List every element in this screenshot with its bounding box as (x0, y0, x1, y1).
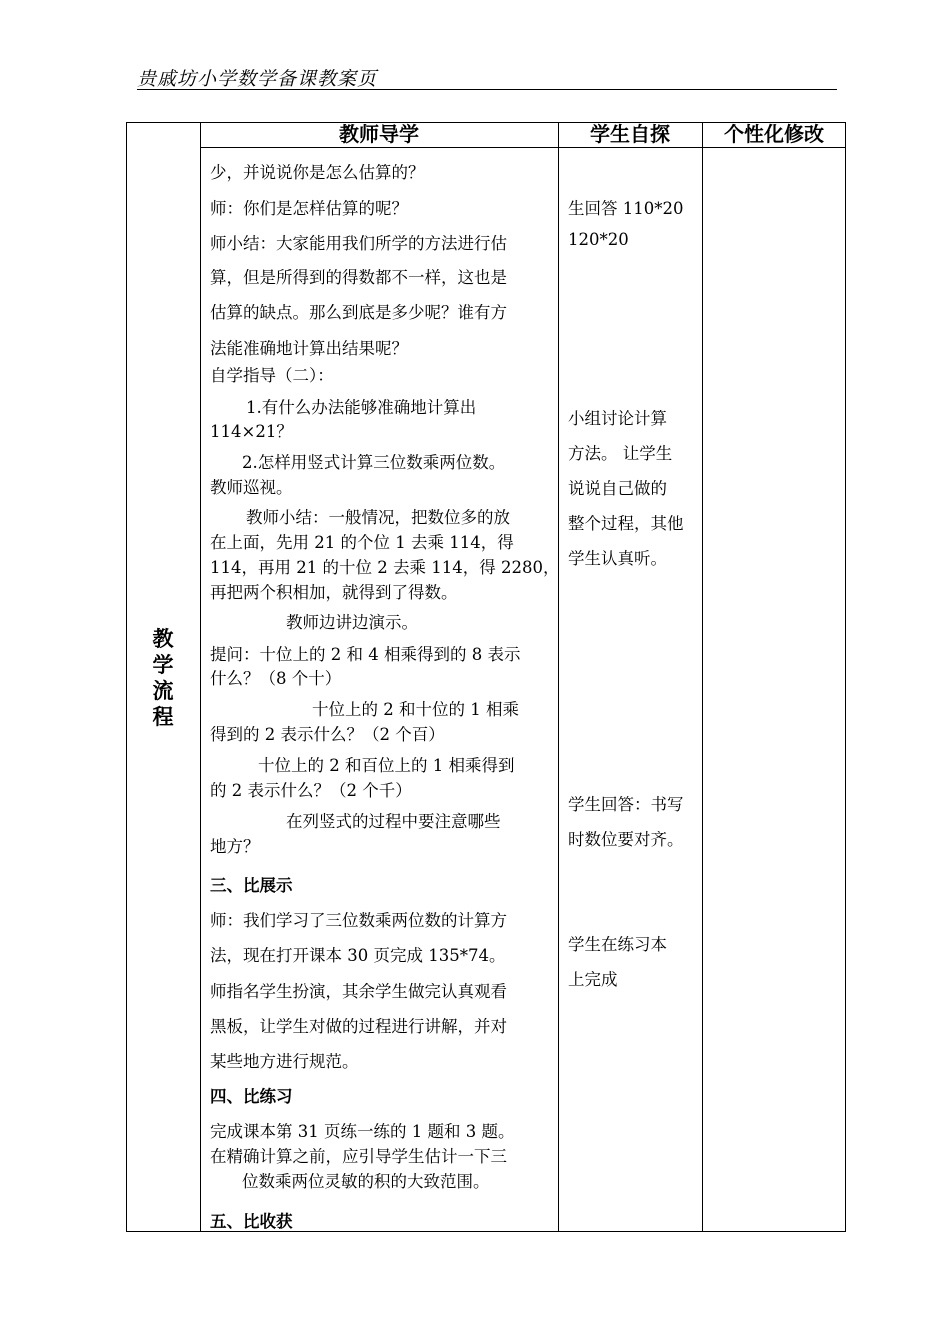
teacher-line: 地方？ (210, 837, 260, 856)
section-heading: 四、比练习 (210, 1087, 293, 1106)
teacher-line: 法能准确地计算出结果呢？ (210, 339, 408, 358)
column-divider (702, 122, 703, 1232)
teacher-line: 法，现在打开课本 30 页完成 135*74。 (210, 946, 506, 965)
teacher-line: 再把两个积相加，就得到了得数。 (210, 583, 458, 602)
teacher-line: 某些地方进行规范。 (210, 1052, 359, 1071)
column-header-personalized: 个性化修改 (724, 122, 824, 146)
page-header-title: 贵戚坊小学数学备课教案页 (137, 68, 378, 90)
student-line: 学生回答：书写 (568, 795, 684, 814)
header-underline (137, 89, 837, 90)
row-label-char: 流 (152, 679, 174, 703)
row-label-char: 学 (152, 653, 174, 677)
student-line: 学生认真听。 (568, 549, 667, 568)
teacher-line: 在上面，先用 21 的个位 1 去乘 114，得 (210, 533, 514, 552)
student-line: 生回答 110*20 (568, 199, 684, 218)
section-heading: 五、比收获 (210, 1212, 293, 1231)
column-divider (558, 122, 559, 1232)
student-line: 上完成 (568, 970, 618, 989)
teacher-line: 1.有什么办法能够准确地计算出 (246, 398, 477, 417)
teacher-line: 位数乘两位灵敏的积的大致范围。 (242, 1172, 490, 1191)
row-label-char: 教 (152, 627, 174, 651)
teacher-line: 少，并说说你是怎么估算的？ (210, 163, 425, 182)
row-label-teaching-process (148, 626, 178, 730)
student-line: 方法。 让学生 (568, 444, 673, 463)
teacher-line: 的 2 表示什么？（2 个千） (210, 781, 412, 800)
teacher-line: 教师小结：一般情况，把数位多的放 (246, 508, 510, 527)
teacher-line: 十位上的 2 和十位的 1 相乘 (312, 700, 519, 719)
header-row-divider (200, 147, 846, 148)
student-line: 时数位要对齐。 (568, 830, 684, 849)
teacher-line: 2.怎样用竖式计算三位数乘两位数。 (242, 453, 506, 472)
section-heading: 三、比展示 (210, 876, 293, 895)
row-label-char: 程 (152, 705, 174, 729)
teacher-line: 算，但是所得到的得数都不一样，这也是 (210, 268, 507, 287)
teacher-line: 什么？（8 个十） (210, 669, 342, 688)
teacher-line: 黑板，让学生对做的过程进行讲解，并对 (210, 1017, 507, 1036)
teacher-line: 自学指导（二）： (210, 366, 334, 385)
student-line: 120*20 (568, 230, 629, 249)
teacher-line: 师：你们是怎样估算的呢？ (210, 199, 408, 218)
student-line: 整个过程，其他 (568, 514, 684, 533)
teacher-line: 114×21？ (210, 422, 293, 441)
teacher-line: 在精确计算之前，应引导学生估计一下三 (210, 1147, 507, 1166)
teacher-line: 估算的缺点。那么到底是多少呢？谁有方 (210, 303, 507, 322)
teacher-line: 114，再用 21 的十位 2 去乘 114，得 2280， (210, 558, 560, 577)
student-line: 学生在练习本 (568, 935, 667, 954)
column-header-student: 学生自探 (590, 122, 670, 146)
teacher-line: 十位上的 2 和百位上的 1 相乘得到 (258, 756, 515, 775)
teacher-line: 在列竖式的过程中要注意哪些 (286, 812, 501, 831)
teacher-line: 教师边讲边演示。 (286, 613, 418, 632)
teacher-line: 完成课本第 31 页练一练的 1 题和 3 题。 (210, 1122, 515, 1141)
teacher-line: 教师巡视。 (210, 478, 293, 497)
student-line: 小组讨论计算 (568, 409, 667, 428)
student-line: 说说自己做的 (568, 479, 667, 498)
teacher-line: 得到的 2 表示什么？（2 个百） (210, 725, 445, 744)
column-header-teacher: 教师导学 (339, 122, 419, 146)
teacher-line: 师小结：大家能用我们所学的方法进行估 (210, 234, 507, 253)
teacher-line: 师指名学生扮演，其余学生做完认真观看 (210, 982, 507, 1001)
teacher-line: 师：我们学习了三位数乘两位数的计算方 (210, 911, 507, 930)
teacher-line: 提问：十位上的 2 和 4 相乘得到的 8 表示 (210, 645, 521, 664)
column-divider (200, 122, 201, 1232)
